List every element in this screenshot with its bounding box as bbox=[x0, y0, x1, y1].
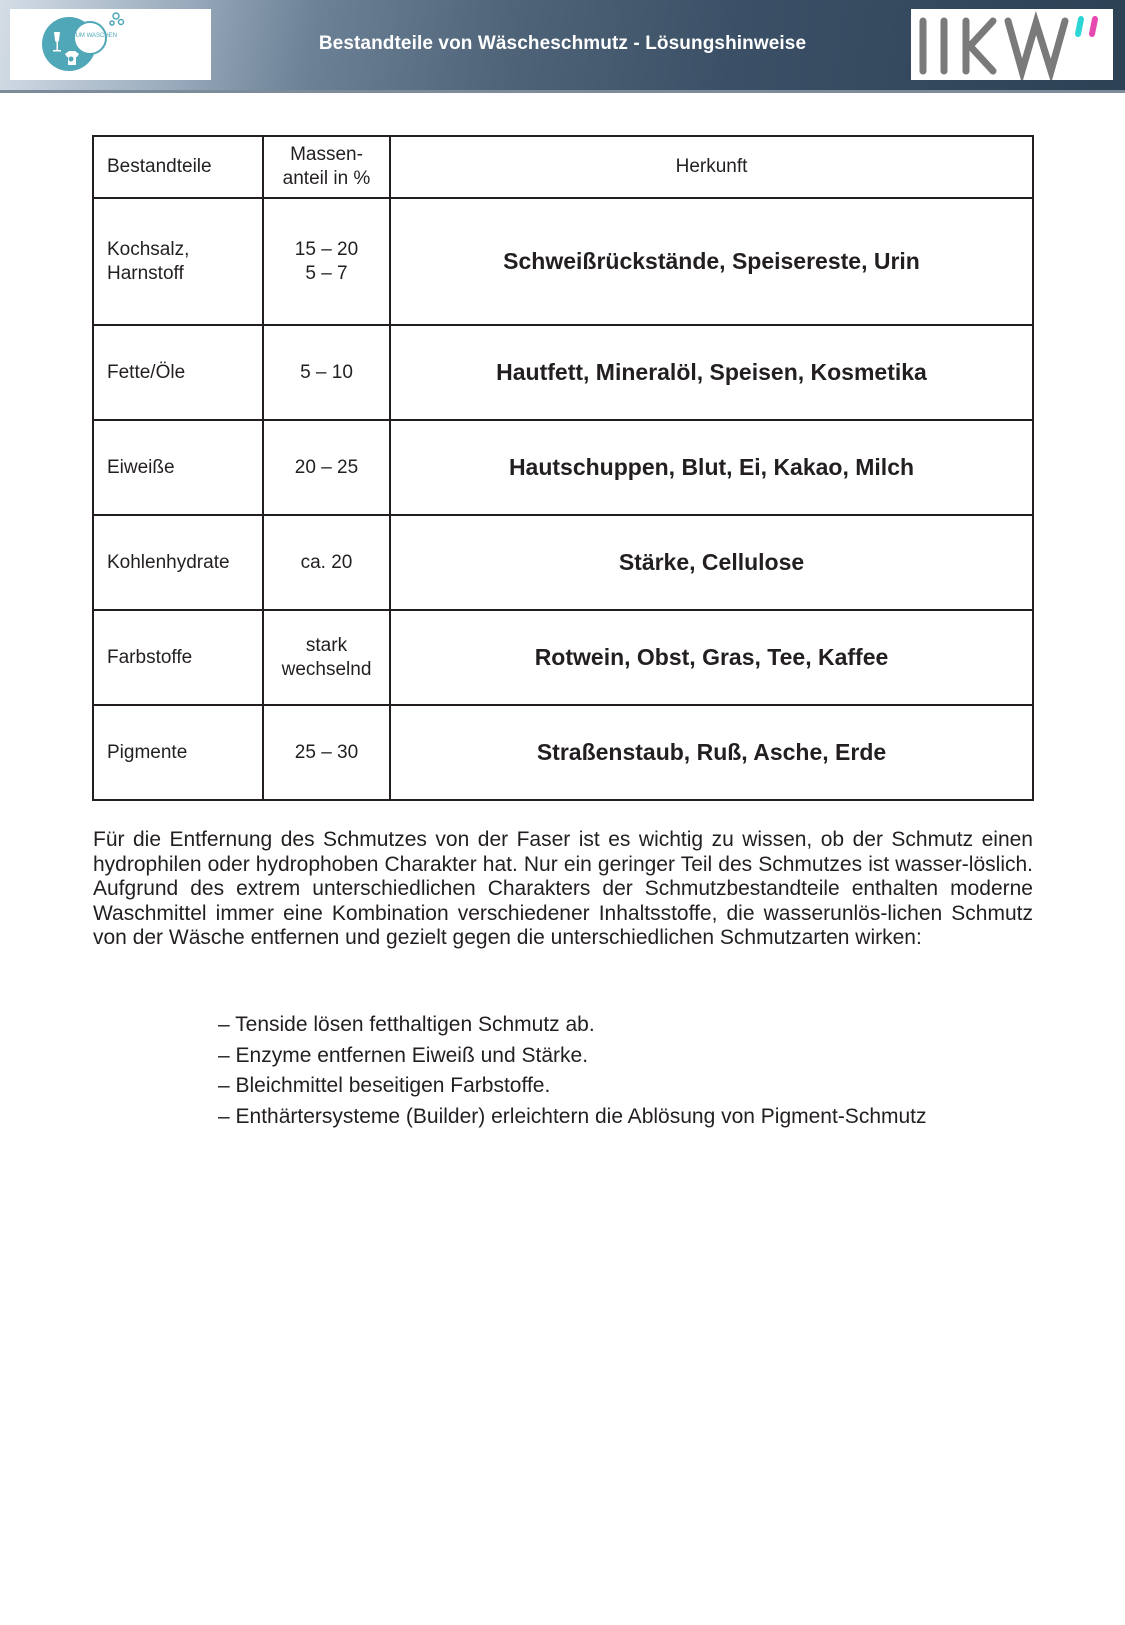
table-row bbox=[93, 515, 1033, 610]
table-row bbox=[93, 420, 1033, 515]
cell-origin: Rotwein, Obst, Gras, Tee, Kaffee bbox=[390, 610, 1033, 705]
soil-components-table bbox=[92, 135, 1034, 801]
cell-component: Fette/Öle bbox=[93, 325, 263, 420]
cell-origin: Hautschuppen, Blut, Ei, Kakao, Milch bbox=[390, 420, 1033, 515]
cell-origin: Stärke, Cellulose bbox=[390, 515, 1033, 610]
cell-component: Eiweiße bbox=[93, 420, 263, 515]
list-item: – Bleichmittel beseitigen Farbstoffe. bbox=[218, 1074, 551, 1097]
cell-component: Kochsalz, Harnstoff bbox=[93, 198, 263, 325]
detergent-measures-list bbox=[218, 1010, 927, 1132]
cell-origin: Schweißrückstände, Speisereste, Urin bbox=[390, 198, 1033, 325]
table-row bbox=[93, 325, 1033, 420]
cell-mass-share: stark wechselnd bbox=[263, 610, 390, 705]
cell-component: Pigmente bbox=[93, 705, 263, 800]
page-title: Bestandteile von Wäscheschmutz - Lösungshinweise bbox=[318, 33, 807, 54]
table-row bbox=[93, 705, 1033, 800]
cell-mass-share: 20 – 25 bbox=[263, 420, 390, 515]
cell-mass-share: ca. 20 bbox=[263, 515, 390, 610]
list-item: – Enthärtersysteme (Builder) erleichtern die Ablösung von Pigment-Schmutz bbox=[218, 1104, 927, 1128]
ikw-logo bbox=[911, 9, 1113, 80]
column-header-origin: Herkunft bbox=[390, 136, 1033, 198]
forum-waschen-logo bbox=[10, 9, 211, 80]
cell-component: Farbstoffe bbox=[93, 610, 263, 705]
cell-component: Kohlenhydrate bbox=[93, 515, 263, 610]
logo-left-text: FORUM WASCHEN bbox=[62, 33, 118, 39]
list-item: – Enzyme entfernen Eiweiß und Stärke. bbox=[218, 1043, 589, 1067]
table-row bbox=[93, 610, 1033, 705]
column-header-components: Bestandteile bbox=[93, 136, 263, 198]
cell-origin: Hautfett, Mineralöl, Speisen, Kosmetika bbox=[390, 325, 1033, 420]
list-item: – Tenside lösen fetthaltigen Schmutz ab. bbox=[218, 1013, 595, 1036]
cell-mass-share: 15 – 20 5 – 7 bbox=[263, 198, 390, 325]
explanation-paragraph: Für die Entfernung des Schmutzes von der Faser ist es wichtig zu wissen, ob der Schmutz einen hydrophilen oder hydrophoben Charakter hat. Nur ein geringer Teil des Schmutzes ist wasser-löslich. Aufgrund des extrem unterschiedlichen Charakters der Schmutzbestandteile enthalten moderne Waschmittel immer eine Kombination verschiedener Inhaltsstoffe, die wasserunlös-lichen Schmutz von der Wäsche entfernen und gezielt gegen die unterschiedlichen Schmutzarten wirken: bbox=[93, 828, 1033, 949]
cell-mass-share: 25 – 30 bbox=[263, 705, 390, 800]
page-header bbox=[0, 0, 1125, 93]
cell-origin: Straßenstaub, Ruß, Asche, Erde bbox=[390, 705, 1033, 800]
column-header-mass-share: Massen- anteil in % bbox=[263, 136, 390, 198]
cell-mass-share: 5 – 10 bbox=[263, 325, 390, 420]
table-row bbox=[93, 198, 1033, 325]
table-header-row bbox=[93, 136, 1033, 198]
